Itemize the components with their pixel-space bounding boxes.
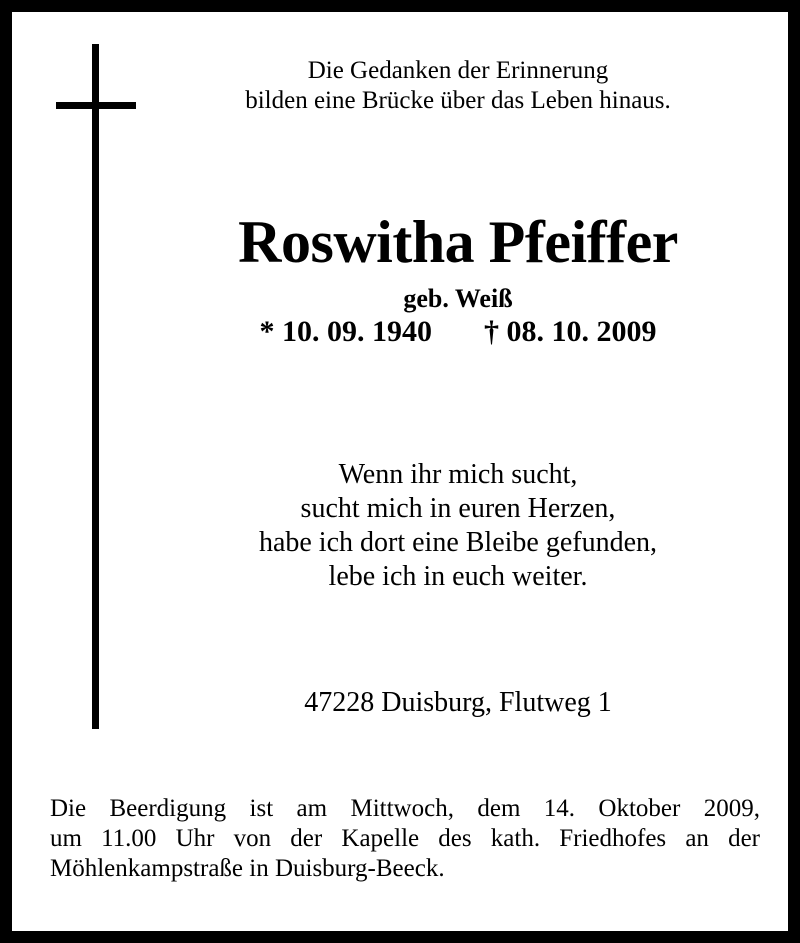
motto-line: Die Gedanken der Erinnerung [307, 57, 609, 84]
poem [152, 458, 764, 594]
funeral-line: Möhlenkampstraße in Duisburg-Beeck. [50, 855, 445, 882]
death-date: † 08. 10. 2009 [484, 315, 657, 348]
deceased-name: Roswitha Pfeiffer [238, 209, 678, 275]
motto [152, 56, 764, 116]
poem-line: Wenn ihr mich sucht, [338, 459, 578, 490]
cross-vertical-bar [92, 44, 99, 729]
funeral-info [50, 794, 760, 884]
funeral-line: Die Beerdigung ist am Mittwoch, dem 14. Oktober 2009, [50, 795, 760, 822]
life-dates [152, 315, 764, 349]
poem-line: habe ich dort eine Bleibe gefunden, [258, 527, 658, 558]
funeral-line: um 11.00 Uhr von der Kapelle des kath. Friedhofes an der [50, 825, 760, 852]
cross-horizontal-bar [56, 102, 136, 109]
birth-date: * 10. 09. 1940 [259, 315, 432, 348]
motto-line: bilden eine Brücke über das Leben hinaus. [245, 87, 671, 114]
poem-line: sucht mich in euren Herzen, [300, 493, 616, 524]
maiden-name: geb. Weiß [403, 284, 513, 313]
address: 47228 Duisburg, Flutweg 1 [304, 687, 612, 718]
poem-line: lebe ich in euch weiter. [328, 561, 588, 592]
